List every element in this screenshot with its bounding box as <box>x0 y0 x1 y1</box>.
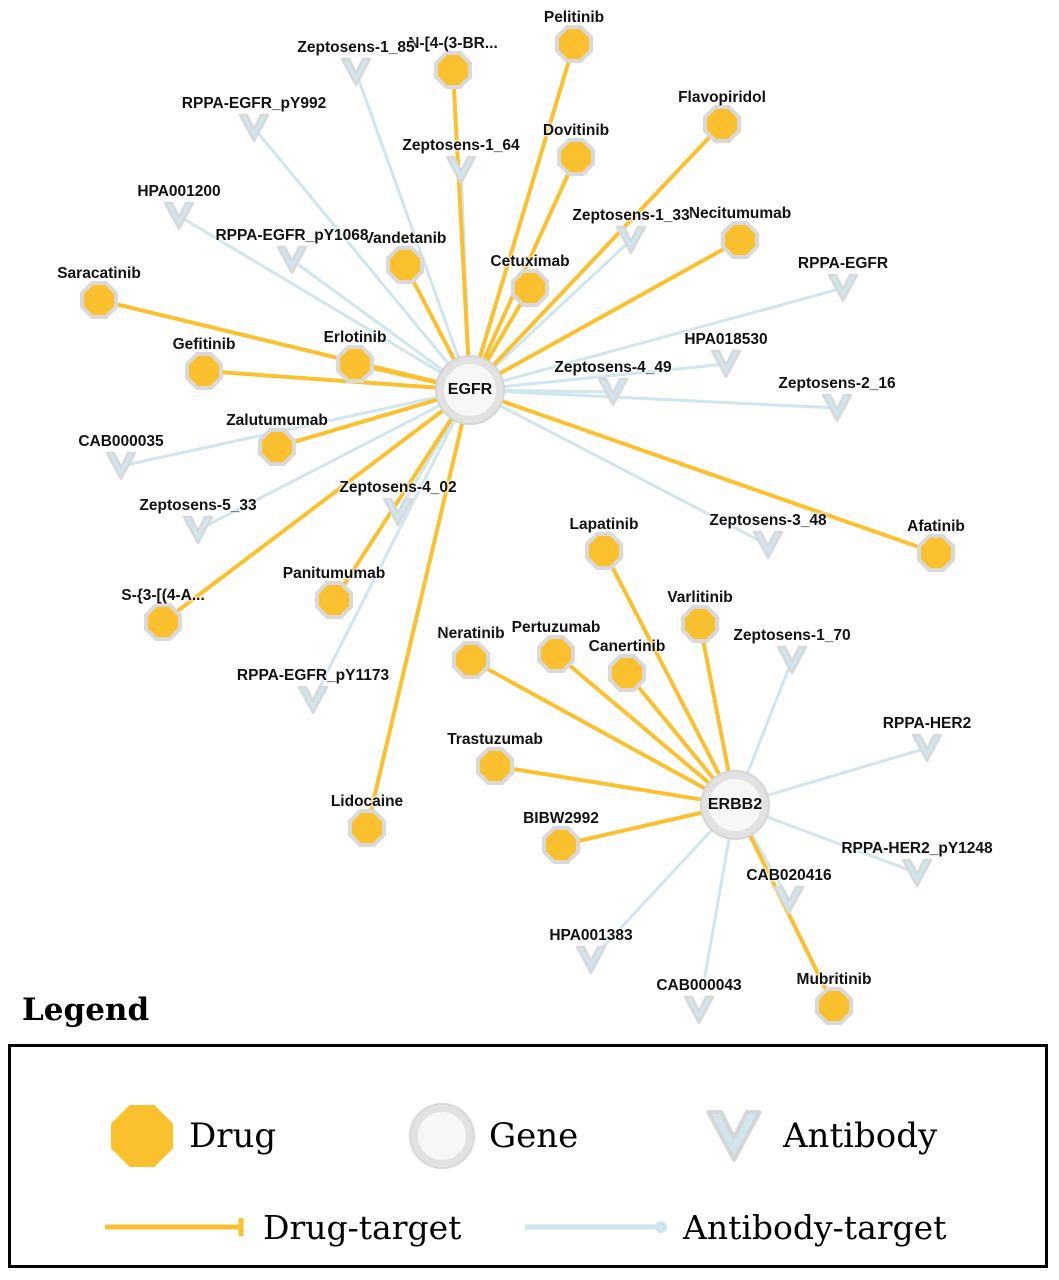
legend-edge-antibody-target <box>523 1197 946 1257</box>
antibody-node-label: RPPA-EGFR_pY1068 <box>215 227 369 244</box>
antibody-node-label: Zeptosens-1_70 <box>733 627 851 644</box>
legend-label-antibody-target: Antibody-target <box>683 1207 947 1247</box>
drug-octagon-icon <box>390 250 420 280</box>
drug-octagon-icon <box>725 225 755 255</box>
antibody-chevron-icon <box>161 198 197 234</box>
drug-octagon-icon <box>707 109 737 139</box>
antibody-chevron-icon <box>909 730 945 766</box>
antibody-chevron-icon <box>180 512 216 548</box>
drug-octagon-icon <box>541 639 571 669</box>
drug-node-label: Dovitinib <box>542 122 610 139</box>
drug-node-label: Lapatinib <box>569 516 639 533</box>
drug-octagon-icon <box>438 55 468 85</box>
drug-target-edge-icon <box>103 1215 253 1239</box>
drug-icon <box>111 1105 173 1167</box>
legend-label-antibody: Antibody <box>783 1116 938 1156</box>
drug-octagon-icon <box>515 273 545 303</box>
drug-node-label: Lidocaine <box>330 793 404 810</box>
legend-box <box>8 1044 1048 1268</box>
legend-label-drug: Drug <box>189 1116 277 1156</box>
drug-octagon-icon <box>319 585 349 615</box>
antibody-chevron-icon <box>295 682 331 718</box>
antibody-node-label: HPA001383 <box>549 927 633 944</box>
drug-octagon-icon <box>262 432 292 462</box>
antibody-node-label: CAB020416 <box>746 867 832 884</box>
drug-octagon-icon <box>561 142 591 172</box>
antibody-node-label: CAB000035 <box>78 433 164 450</box>
antibody-chevron-icon <box>681 992 717 1028</box>
drug-octagon-icon <box>589 536 619 566</box>
drug-node-label: Trastuzumab <box>447 731 543 748</box>
drug-node-label: Vandetanib <box>363 230 447 247</box>
legend-label-drug-target: Drug-target <box>263 1207 462 1247</box>
drug-octagon-icon <box>612 658 642 688</box>
antibody-node-label: Zeptosens-4_02 <box>339 479 457 496</box>
drug-node-label: Flavopiridol <box>678 89 766 106</box>
drug-node-label: Erlotinib <box>323 329 387 346</box>
antibody-node-label: Zeptosens-1_33 <box>572 207 690 224</box>
drug-node-label: N-[4-(3-BR... <box>408 35 498 52</box>
drug-octagon-icon <box>559 29 589 59</box>
antibody-node-label: RPPA-EGFR <box>797 255 889 272</box>
drug-node-label: Afatinib <box>907 518 965 535</box>
legend-edge-drug-target <box>103 1197 461 1257</box>
antibody-chevron-icon <box>595 374 631 410</box>
drug-node-label: Canertinib <box>588 638 666 655</box>
antibody-chevron-icon <box>103 448 139 484</box>
gene-node-label: ERBB2 <box>707 796 763 813</box>
drug-octagon-icon <box>546 830 576 860</box>
antibody-chevron-icon <box>708 346 744 382</box>
drug-node-label: Necitumumab <box>688 205 792 222</box>
drug-octagon-icon <box>921 538 951 568</box>
antibody-node-label: RPPA-EGFR_pY1173 <box>236 667 390 684</box>
gene-node-label: EGFR <box>447 381 493 398</box>
antibody-chevron-icon <box>338 54 374 90</box>
drug-node-label: BIBW2992 <box>523 810 599 827</box>
antibody-node-label: RPPA-HER2_pY1248 <box>841 840 993 857</box>
antibody-node-label: Zeptosens-1_64 <box>402 137 520 154</box>
drug-node-label: S-{3-[(4-A... <box>121 587 205 604</box>
antibody-chevron-icon <box>771 882 807 918</box>
antibody-chevron-icon <box>613 222 649 258</box>
drug-octagon-icon <box>84 285 114 315</box>
drug-octagon-icon <box>352 813 382 843</box>
drug-octagon-icon <box>819 991 849 1021</box>
drug-node-label: Panitumumab <box>282 565 386 582</box>
antibody-chevron-icon <box>236 110 272 146</box>
antibody-node-label: Zeptosens-5_33 <box>139 497 257 514</box>
antibody-node-label: Zeptosens-2_16 <box>778 375 896 392</box>
antibody-chevron-icon <box>443 152 479 188</box>
drug-octagon-icon <box>480 751 510 781</box>
antibody-icon <box>701 1103 767 1169</box>
antibody-chevron-icon <box>774 642 810 678</box>
drug-node-label: Zalutumumab <box>226 412 328 429</box>
antibody-node-label: RPPA-EGFR_pY992 <box>181 95 327 112</box>
drug-octagon-icon <box>685 609 715 639</box>
antibody-node-label: HPA018530 <box>684 331 768 348</box>
legend-item-gene <box>411 1091 578 1181</box>
drug-node-label: Neratinib <box>437 625 505 642</box>
legend-item-drug <box>103 1091 276 1181</box>
drug-octagon-icon <box>340 349 370 379</box>
antibody-chevron-icon <box>380 494 416 530</box>
antibody-target-edge-icon <box>523 1215 673 1239</box>
antibody-chevron-icon <box>750 527 786 563</box>
gene-icon <box>411 1105 473 1167</box>
antibody-chevron-icon <box>825 270 861 306</box>
drug-node-label: Gefitinib <box>172 336 236 353</box>
drug-node-label: Pelitinib <box>543 9 605 26</box>
antibody-node-label: Zeptosens-3_48 <box>709 512 827 529</box>
drug-node-label: Varlitinib <box>667 589 733 606</box>
antibody-chevron-icon <box>819 390 855 426</box>
antibody-node-label: HPA001200 <box>137 183 221 200</box>
antibody-chevron-icon <box>274 242 310 278</box>
antibody-chevron-icon <box>573 942 609 978</box>
legend-item-antibody <box>701 1091 937 1181</box>
drug-octagon-icon <box>189 356 219 386</box>
antibody-node-label: Zeptosens-1_85 <box>297 39 415 56</box>
drug-node-label: Saracatinib <box>57 265 141 282</box>
drug-node-label: Pertuzumab <box>511 619 601 636</box>
antibody-node-label: Zeptosens-4_49 <box>554 359 672 376</box>
antibody-chevron-icon <box>899 855 935 891</box>
drug-node-label: Mubritinib <box>796 971 872 988</box>
drug-octagon-icon <box>148 607 178 637</box>
drug-node-label: Cetuximab <box>490 253 570 270</box>
antibody-node-label: RPPA-HER2 <box>882 715 972 732</box>
antibody-node-label: CAB000043 <box>656 977 742 994</box>
legend-label-gene: Gene <box>489 1116 579 1156</box>
drug-octagon-icon <box>456 645 486 675</box>
legend-title: Legend <box>22 992 150 1028</box>
